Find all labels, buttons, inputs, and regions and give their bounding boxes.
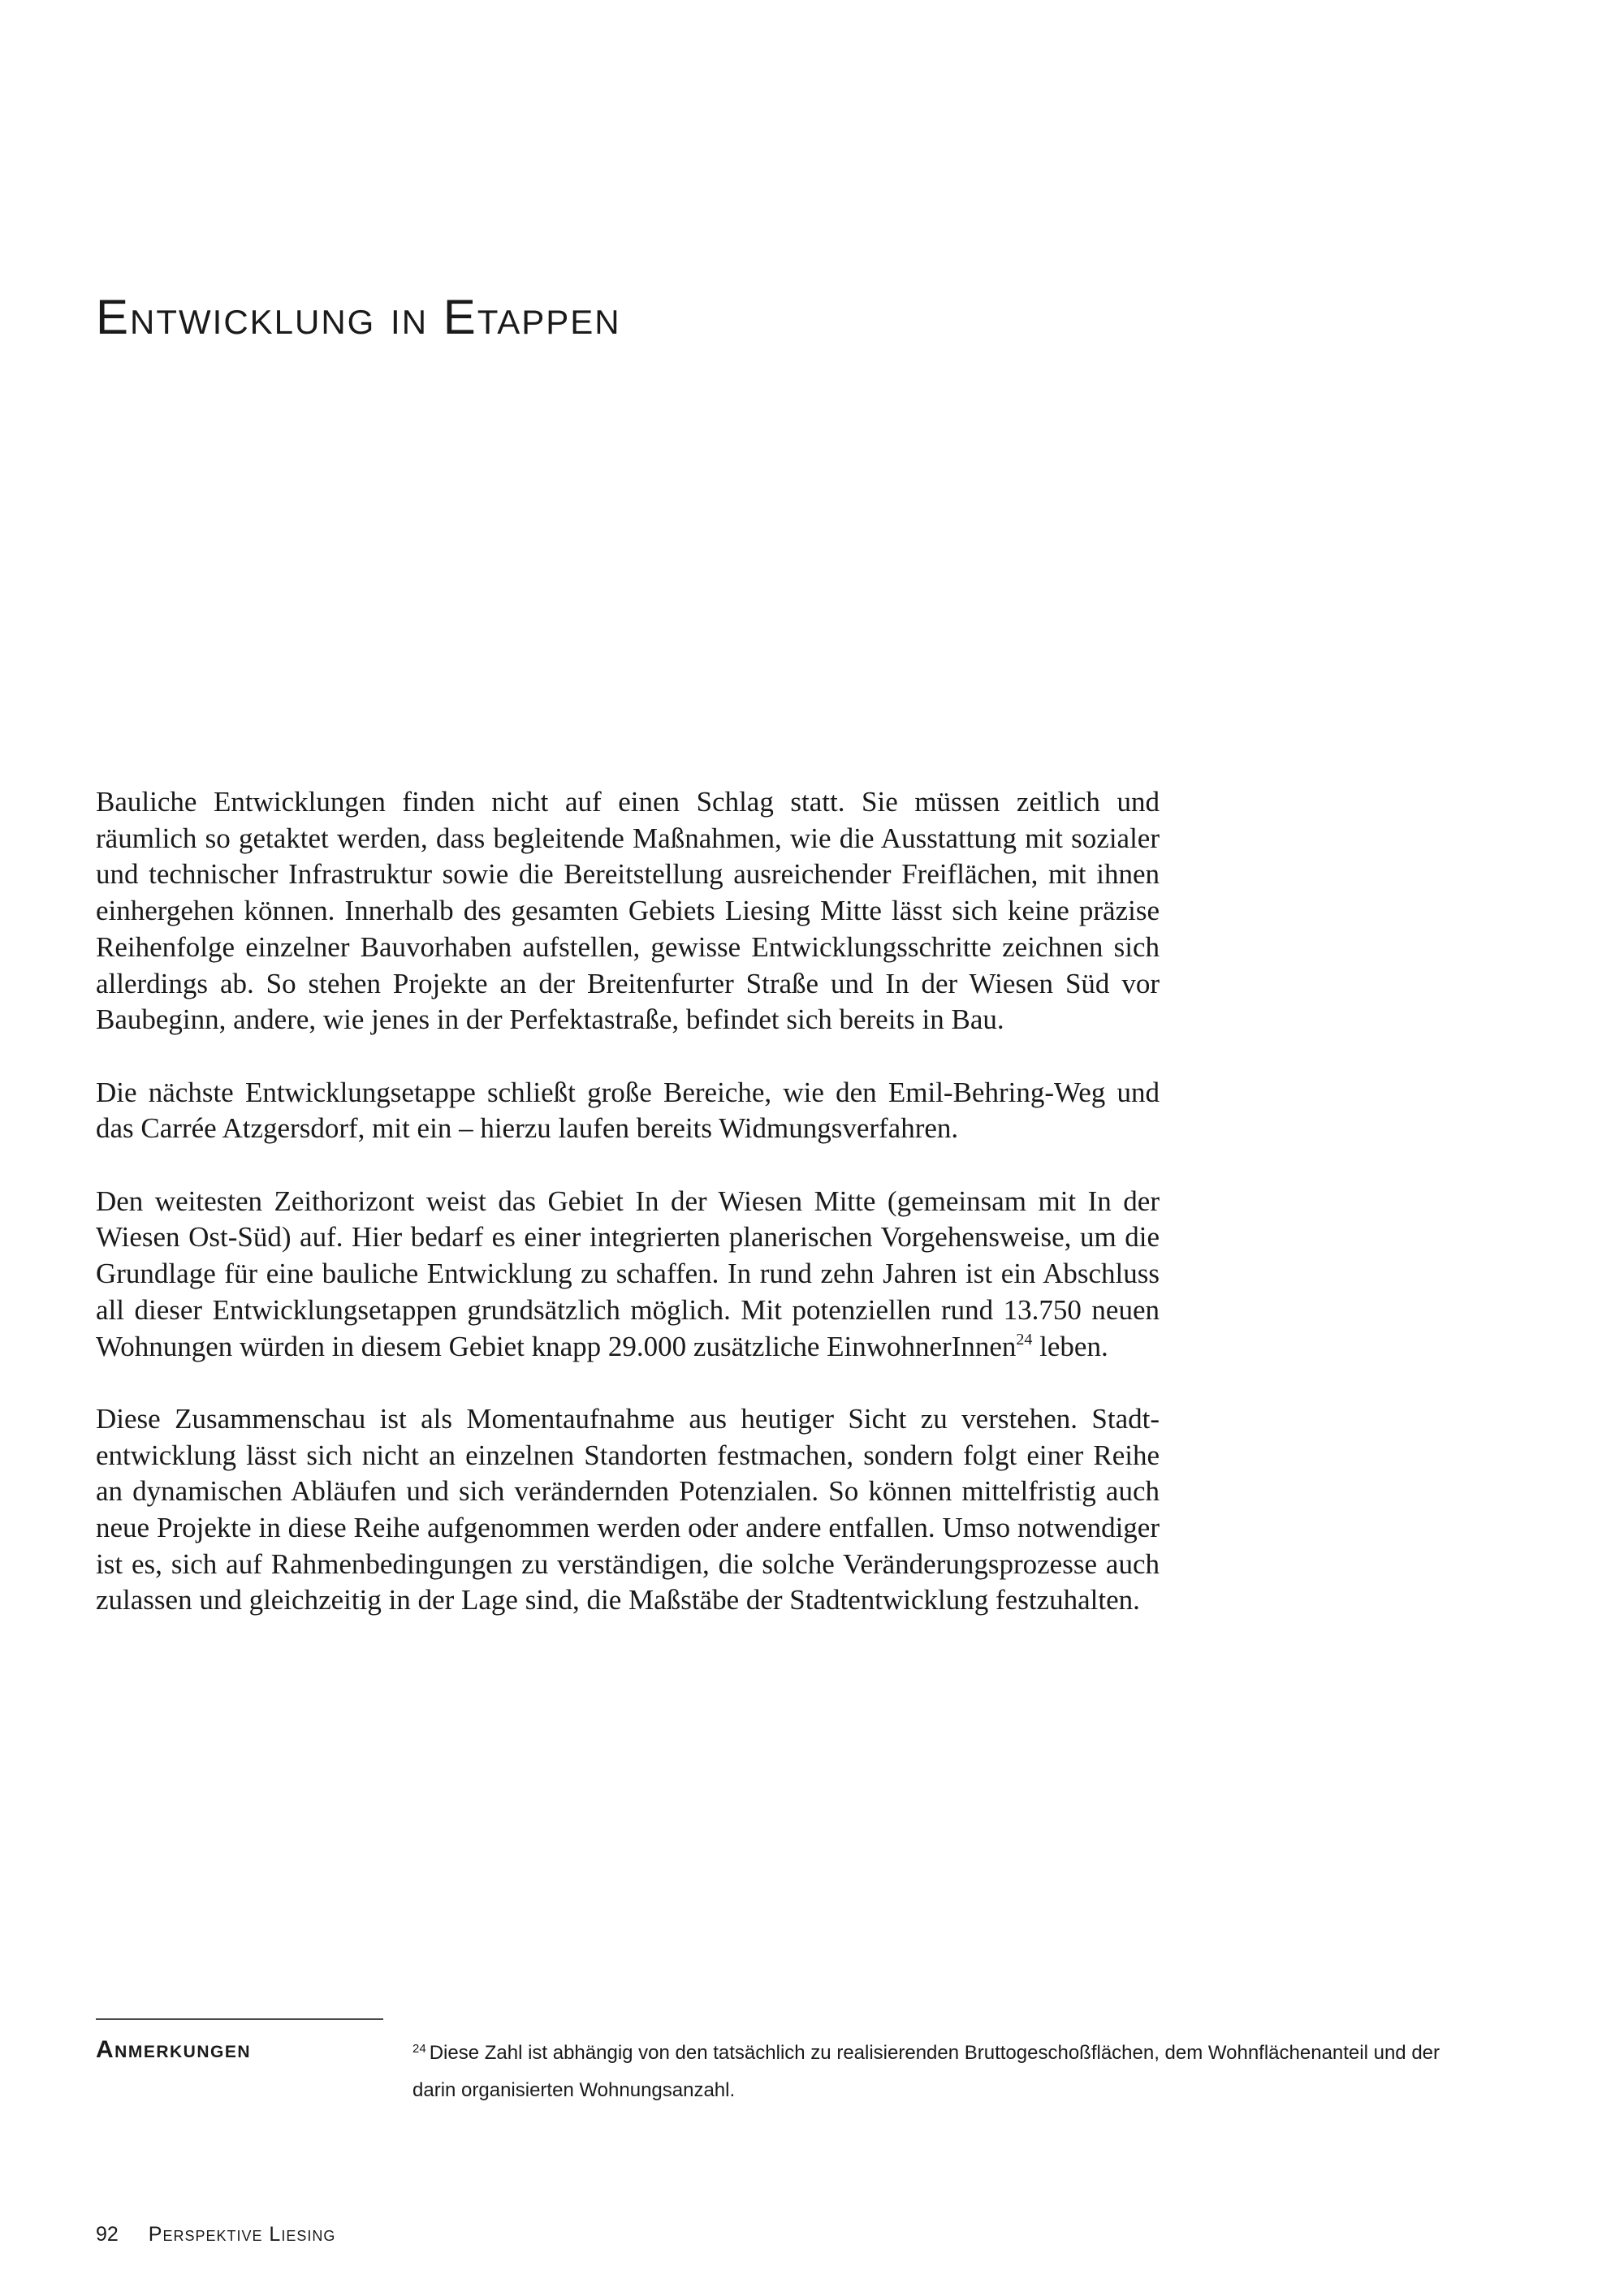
paragraph-4: Diese Zusammenschau ist als Momentaufnahme aus heutiger Sicht zu verstehen. Stadtentwicklung lässt sich nicht an einzelnen Standorten festmachen, sondern folgt einer Reihe an dynamischen Abläufen und sich verändernden Potenzialen. So können mittelfristig auch neue Projekte in diese Reihe aufgenommen werden oder andere entfallen. Umso notwendiger ist es, sich auf Rahmenbedingungen zu verständigen, die solche Veränderungsprozesse auch zulassen und gleichzeitig in der Lage sind, die Maßstäbe der Stadtentwicklung festzuhalten. bbox=[96, 1402, 1160, 1616]
paragraph-3-text: Den weitesten Zeithorizont weist das Gebiet In der Wiesen Mitte (gemeinsam mit In der Wiesen Ost-Süd) auf. Hier bedarf es einer integrierten planerischen Vorgehensweise, um die Grundlage für eine bauliche Entwicklung zu schaffen. In rund zehn Jahren ist ein Abschluss all dieser Entwicklungsetappen grundsätzlich möglich. Mit potenziellen rund 13.750 neuen Wohnungen würden in diesem Gebiet knapp 29.000 zusätzliche EinwohnerInnen bbox=[96, 1185, 1160, 1362]
footnote-reference[interactable]: 24 bbox=[1016, 1330, 1033, 1349]
page-title: Entwicklung in Etappen bbox=[96, 290, 621, 344]
paragraph-3 bbox=[96, 1184, 1160, 1366]
paragraph-1: Bauliche Entwicklungen finden nicht auf einen Schlag statt. Sie müssen zeitlich und räumlich so getaktet werden, dass begleitende Maßnahmen, wie die Ausstattung mit sozialer und technischer Infrastruktur sowie die Bereitstellung ausreichender Freiflächen, mit ihnen einhergehen können. Innerhalb des gesamten Gebiets Liesing Mitte lässt sich keine präzise Reihenfolge einzelner Bauvorhaben aufstellen, gewisse Entwicklungsschritte zeichnen sich allerdings ab. So stehen Projekte an der Breitenfurter Straße und In der Wiesen Süd vor Baubeginn, andere, wie jenes in der Perfektastraße, befindet sich bereits in Bau. bbox=[96, 786, 1160, 1036]
notes-heading: Anmerkungen bbox=[96, 2036, 251, 2063]
paragraph-2: Die nächste Entwicklungsetappe schließt große Bereiche, wie den Emil-Behring-Weg und das Carrée Atzgersdorf, mit ein – hierzu laufen bereits Widmungsverfahren. bbox=[96, 1076, 1160, 1145]
notes-divider bbox=[96, 2018, 383, 2020]
page-number: 92 bbox=[96, 2223, 119, 2246]
running-title: Perspektive Liesing bbox=[148, 2223, 336, 2246]
footnote-24 bbox=[412, 2035, 1468, 2109]
paragraph-3-text-end: leben. bbox=[1032, 1330, 1108, 1362]
footnote-text: Diese Zahl ist abhängig von den tatsächlich zu realisierenden Bruttogeschoßflächen, dem Wohnflächenanteil und der darin organisierten Wohnungsanzahl. bbox=[412, 2042, 1440, 2101]
footnote-number: 24 bbox=[412, 2042, 426, 2056]
page-footer bbox=[96, 2223, 335, 2246]
body-text bbox=[96, 784, 1160, 1619]
